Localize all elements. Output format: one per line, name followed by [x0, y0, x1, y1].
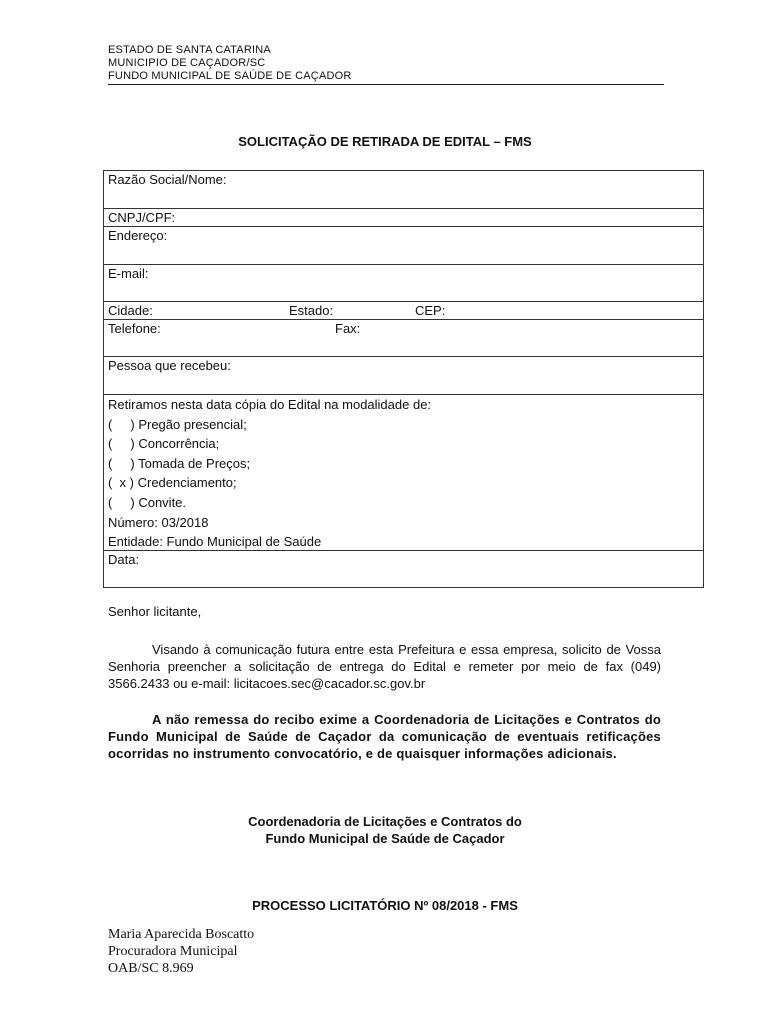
telefone-label: Telefone: [108, 321, 161, 336]
coordination-line2: Fundo Municipal de Saúde de Caçador [265, 831, 505, 846]
retiramos-text: Retiramos nesta data cópia do Edital na modalidade de: [108, 397, 432, 412]
cidade-label: Cidade: [108, 303, 153, 318]
signature-block [108, 926, 254, 977]
cidade-row[interactable] [104, 302, 703, 320]
coordination-line1: Coordenadoria de Licitações e Contratos do [248, 814, 522, 829]
entidade-text: Entidade: Fundo Municipal de Saúde [108, 534, 322, 550]
notice-paragraph: A não remessa do recibo exime a Coordenadoria de Licitações e Contratos do Fundo Municipal de Saúde de Caçador da comunicação de eventuais retificações ocorridas no instrumento convocatório, e de quaisquer informações adicionais. [108, 712, 661, 761]
modalidade-section [104, 395, 703, 551]
razao-social-label: Razão Social/Nome: [108, 172, 227, 187]
cnpj-row[interactable] [104, 209, 703, 227]
estado-label: Estado: [289, 303, 334, 318]
telefone-row[interactable] [104, 320, 703, 357]
signature-role: Procuradora Municipal [108, 944, 238, 959]
fax-label: Fax: [335, 321, 361, 336]
signature-oab: OAB/SC 8.969 [108, 961, 194, 976]
form-title: SOLICITAÇÃO DE RETIRADA DE EDITAL – FMS [238, 134, 532, 149]
pessoa-label: Pessoa que recebeu: [108, 358, 231, 373]
instruction-paragraph: Visando à comunicação futura entre esta Prefeitura e essa empresa, solicito de Vossa Senhoria preencher a solicitação de entrega do Edital e remeter por meio de fax (049) 3566.2433 ou e-mail: licitacoes.sec@cacador.sc.gov.br [108, 642, 661, 691]
endereco-label: Endereço: [108, 228, 168, 243]
header-state: ESTADO DE SANTA CATARINA [108, 44, 271, 56]
endereco-row[interactable] [104, 227, 703, 265]
header-municipality: MUNICIPIO DE CAÇADOR/SC [108, 57, 266, 69]
process-number: PROCESSO LICITATÓRIO Nº 08/2018 - FMS [252, 898, 518, 913]
header-fund: FUNDO MUNICIPAL DE SAÚDE DE CAÇADOR [108, 70, 352, 82]
option-credenciamento[interactable]: ( x ) Credenciamento; [108, 475, 237, 491]
pessoa-row[interactable] [104, 357, 703, 395]
email-label: E-mail: [108, 266, 149, 281]
option-concorrencia[interactable]: ( ) Concorrência; [108, 436, 220, 452]
numero-text: Número: 03/2018 [108, 514, 209, 530]
cep-label: CEP: [415, 303, 446, 318]
option-convite[interactable]: ( ) Convite. [108, 494, 187, 510]
option-pregao[interactable]: ( ) Pregão presencial; [108, 416, 247, 432]
razao-social-row[interactable] [104, 171, 703, 209]
coordination-block [0, 813, 770, 847]
email-row[interactable] [104, 265, 703, 302]
cnpj-label: CNPJ/CPF: [108, 210, 176, 225]
salutation: Senhor licitante, [108, 604, 202, 619]
option-tomada-precos[interactable]: ( ) Tomada de Preços; [108, 455, 251, 471]
request-form [103, 170, 704, 588]
document-header [108, 44, 664, 85]
data-label: Data: [108, 552, 140, 567]
data-row[interactable] [104, 551, 703, 587]
signature-name: Maria Aparecida Boscatto [108, 927, 255, 942]
